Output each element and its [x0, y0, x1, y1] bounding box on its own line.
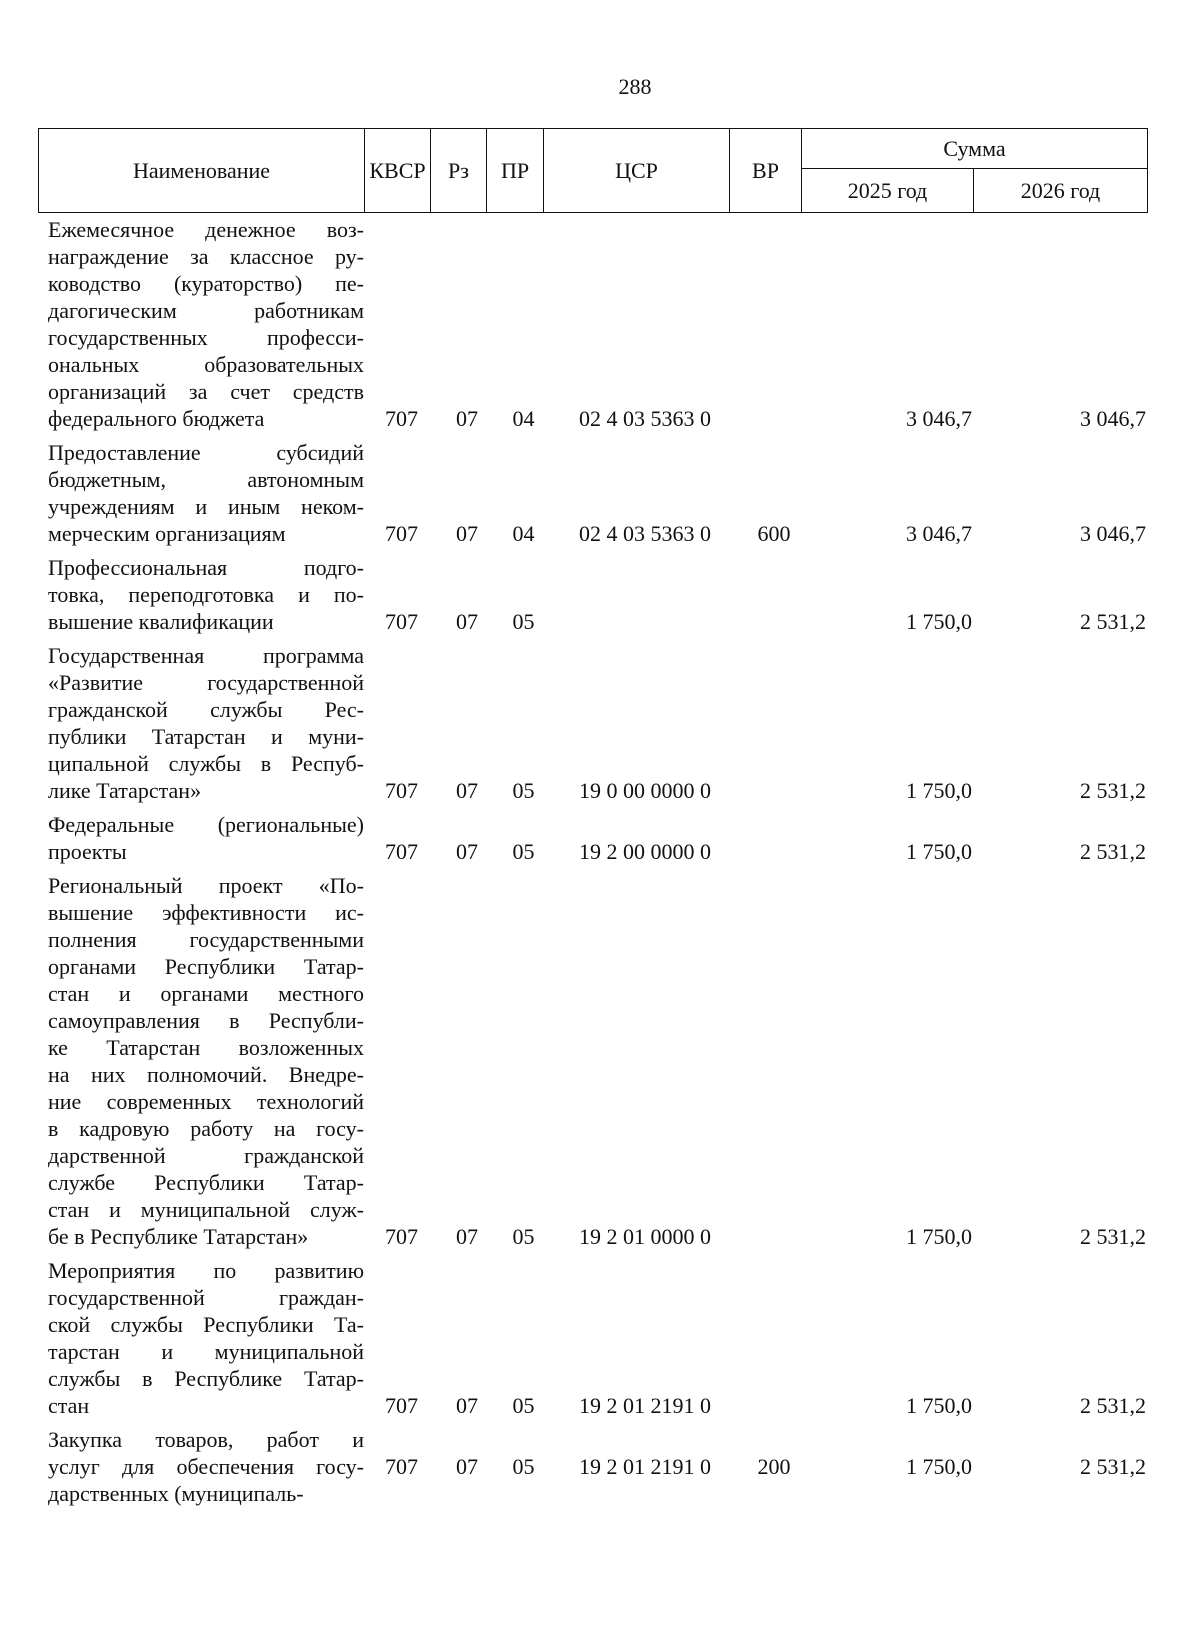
row-csr: [552, 608, 738, 635]
row-name-line: в кадровую работу на госу-: [48, 1116, 364, 1141]
row-name-line: дагогическим работникам: [48, 298, 364, 323]
row-rz: 07: [456, 521, 478, 546]
row-sum-2026: 2 531,2: [1080, 778, 1146, 803]
row-csr: 19 2 00 0000 0: [579, 839, 711, 864]
header-vr: ВР: [730, 129, 802, 213]
row-name-line: организаций за счет средств: [48, 379, 364, 404]
row-kvsr: 707: [385, 839, 418, 864]
row-name-line: дарственных (муниципаль-: [48, 1481, 304, 1506]
row-pr: 05: [512, 1454, 535, 1479]
row-name-line: вышение квалификации: [48, 609, 274, 634]
row-name-line: публики Татарстан и муни-: [48, 724, 364, 749]
header-csr: ЦСР: [544, 129, 730, 213]
row-name-line: дарственной гражданской: [48, 1143, 364, 1168]
row-csr: 02 4 03 5363 0: [579, 521, 711, 546]
row-name-line: самоуправления в Республи-: [48, 1008, 364, 1033]
row-csr: 19 2 01 0000 0: [579, 1224, 711, 1249]
row-pr: 05: [512, 839, 535, 864]
row-vr: [738, 405, 810, 432]
row-sum-2025: 1 750,0: [906, 1393, 972, 1418]
table-row: [38, 1426, 1169, 1507]
row-name: [38, 439, 364, 547]
header-sum: Сумма: [802, 129, 1148, 169]
row-csr: 19 0 00 0000 0: [579, 778, 711, 803]
header-kvsr: КВСР: [365, 129, 431, 213]
row-rz: 07: [456, 406, 478, 431]
row-name: [38, 1257, 364, 1419]
row-name-line: Ежемесячное денежное воз-: [48, 217, 364, 242]
row-name-line: ципальной службы в Респуб-: [48, 751, 364, 776]
row-pr: 05: [512, 1393, 535, 1418]
row-pr: 05: [512, 778, 535, 803]
row-pr: 04: [512, 406, 535, 431]
row-pr: 05: [512, 609, 535, 634]
row-name-line: Федеральные (региональные): [48, 812, 364, 837]
row-name-line: тарстан и муниципальной: [48, 1339, 364, 1364]
row-name-line: государственной граждан-: [48, 1285, 364, 1310]
row-sum-2026: 2 531,2: [1080, 1454, 1146, 1479]
row-sum-2025: 1 750,0: [906, 1224, 972, 1249]
row-name-line: ководство (кураторство) пе-: [48, 271, 364, 296]
row-name-line: Мероприятия по развитию: [48, 1258, 364, 1283]
row-kvsr: 707: [385, 1393, 418, 1418]
row-name-line: Региональный проект «По-: [48, 873, 364, 898]
table-row: [38, 216, 1169, 432]
row-vr: 200: [757, 1454, 791, 1479]
row-rz: 07: [456, 778, 478, 803]
row-vr: [738, 1223, 810, 1250]
table-header: [38, 128, 1148, 213]
row-sum-2026: 3 046,7: [1080, 521, 1146, 546]
row-name-line: государственных професси-: [48, 325, 364, 350]
table-row: [38, 1257, 1169, 1419]
row-name: [38, 1426, 364, 1507]
row-name-line: стан и органами местного: [48, 981, 364, 1006]
row-sum-2026: 2 531,2: [1080, 1224, 1146, 1249]
table-body: [38, 216, 1169, 1514]
table-row: [38, 811, 1169, 865]
row-name-line: гражданской службы Рес-: [48, 697, 364, 722]
row-rz: 07: [456, 1224, 478, 1249]
row-name-line: учреждениям и иным неком-: [48, 494, 364, 519]
row-name: [38, 554, 364, 635]
row-sum-2025: 1 750,0: [906, 609, 972, 634]
row-vr: [738, 608, 810, 635]
row-pr: 05: [512, 1224, 535, 1249]
table-row: [38, 872, 1169, 1250]
row-name-line: мерческим организациям: [48, 521, 286, 546]
row-sum-2025: 3 046,7: [906, 521, 972, 546]
row-kvsr: 707: [385, 521, 418, 546]
row-name-line: службы в Республике Татар-: [48, 1366, 364, 1391]
row-name: [38, 216, 364, 432]
row-name-line: службе Республики Татар-: [48, 1170, 364, 1195]
row-name-line: бюджетным, автономным: [48, 467, 364, 492]
row-rz: 07: [456, 1393, 478, 1418]
row-name-line: Профессиональная подго-: [48, 555, 364, 580]
row-vr: [738, 777, 810, 804]
header-pr: ПР: [487, 129, 544, 213]
row-name-line: проекты: [48, 839, 127, 864]
row-name-line: Закупка товаров, работ и: [48, 1427, 364, 1452]
row-name-line: федерального бюджета: [48, 406, 265, 431]
header-year-2026: 2026 год: [974, 169, 1148, 213]
row-csr: 19 2 01 2191 0: [579, 1393, 711, 1418]
row-kvsr: 707: [385, 778, 418, 803]
row-name-line: товка, переподготовка и по-: [48, 582, 364, 607]
header-rz: Рз: [431, 129, 487, 213]
row-name-line: вышение эффективности ис-: [48, 900, 364, 925]
row-name-line: услуг для обеспечения госу-: [48, 1454, 364, 1479]
row-sum-2026: 3 046,7: [1080, 406, 1146, 431]
row-rz: 07: [456, 839, 478, 864]
row-name: [38, 811, 364, 865]
row-pr: 04: [512, 521, 535, 546]
row-name-line: ональных образовательных: [48, 352, 364, 377]
row-name-line: награждение за классное ру-: [48, 244, 364, 269]
row-rz: 07: [456, 609, 478, 634]
table-row: [38, 554, 1169, 635]
row-name-line: ке Татарстан возложенных: [48, 1035, 364, 1060]
row-sum-2026: 2 531,2: [1080, 609, 1146, 634]
row-name-line: Государственная программа: [48, 643, 364, 668]
row-kvsr: 707: [385, 406, 418, 431]
row-name-line: ской службы Республики Та-: [48, 1312, 364, 1337]
row-name-line: органами Республики Татар-: [48, 954, 364, 979]
row-name-line: бе в Республике Татарстан»: [48, 1224, 309, 1249]
row-sum-2025: 1 750,0: [906, 1454, 972, 1479]
header-year-2025: 2025 год: [802, 169, 974, 213]
row-name-line: ние современных технологий: [48, 1089, 364, 1114]
header-name: Наименование: [39, 129, 365, 213]
row-vr: [738, 1392, 810, 1419]
row-vr: 600: [757, 521, 791, 546]
row-kvsr: 707: [385, 609, 418, 634]
row-name-line: стан и муниципальной служ-: [48, 1197, 364, 1222]
row-sum-2025: 1 750,0: [906, 839, 972, 864]
row-name-line: лике Татарстан»: [48, 778, 202, 803]
row-name-line: стан: [48, 1393, 90, 1418]
row-name-line: «Развитие государственной: [48, 670, 364, 695]
row-kvsr: 707: [385, 1454, 418, 1479]
row-kvsr: 707: [385, 1224, 418, 1249]
row-vr: [738, 838, 810, 865]
row-sum-2026: 2 531,2: [1080, 1393, 1146, 1418]
row-csr: 02 4 03 5363 0: [579, 406, 711, 431]
table-row: [38, 642, 1169, 804]
row-sum-2025: 1 750,0: [906, 778, 972, 803]
row-sum-2025: 3 046,7: [906, 406, 972, 431]
row-sum-2026: 2 531,2: [1080, 839, 1146, 864]
row-csr: 19 2 01 2191 0: [579, 1454, 711, 1479]
row-name-line: на них полномочий. Внедре-: [48, 1062, 364, 1087]
row-name: [38, 872, 364, 1250]
row-name-line: Предоставление субсидий: [48, 440, 364, 465]
row-rz: 07: [456, 1454, 478, 1479]
row-name-line: полнения государственными: [48, 927, 364, 952]
page-number: 288: [618, 74, 652, 99]
row-name: [38, 642, 364, 804]
table-row: [38, 439, 1169, 547]
